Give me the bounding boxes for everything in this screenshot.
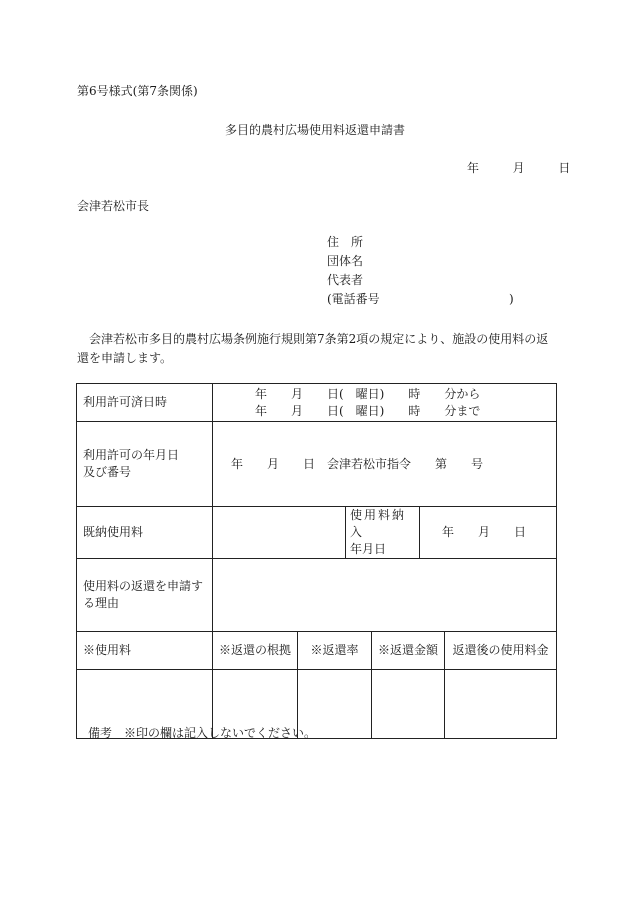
applicant-phone-label: (電話番号 (327, 292, 380, 306)
permitted-from: 年 月 日( 曜日) 時 分から (255, 386, 481, 401)
value-permit-date-number[interactable]: 年 月 日 会津若松市指令 第 号 (213, 422, 557, 507)
header-fee-after-refund: 返還後の使用料金 (445, 632, 557, 670)
document-title: 多目的農村広場使用料返還申請書 (224, 123, 405, 137)
application-statement: 会津若松市多目的農村広場条例施行規則第7条第2項の規定により、施設の使用料の返還を申請します。 (77, 332, 549, 365)
date-year: 年 (467, 161, 480, 175)
row-paid-fee (77, 507, 557, 559)
applicant-organization-label: 団体名 (327, 254, 364, 268)
applicant-representative-label: 代表者 (327, 273, 364, 287)
header-refund-amount: ※返還金額 (372, 632, 445, 670)
addressee: 会津若松市長 (77, 199, 150, 213)
value-paid-fee[interactable] (213, 507, 346, 559)
application-date (467, 162, 570, 174)
row-refund-reason (77, 559, 557, 632)
label-line: 使用料納入 (350, 508, 407, 539)
label-line: 利用許可の年月日 (83, 448, 180, 462)
label-line: 及び番号 (83, 465, 132, 479)
value-refund-reason[interactable] (213, 559, 557, 632)
permitted-to: 年 月 日( 曜日) 時 分まで (255, 403, 481, 418)
row-permitted-datetime (77, 384, 557, 422)
value-permitted-datetime[interactable] (213, 384, 557, 422)
notes: 備考 ※印の欄は記入しないでください。 (88, 726, 317, 740)
label-line: る理由 (83, 596, 120, 610)
application-table (76, 383, 557, 739)
label-permitted-datetime: 利用許可済日時 (77, 384, 213, 422)
applicant-address-label: 住 所 (327, 235, 364, 249)
label-paid-fee: 既納使用料 (77, 507, 213, 559)
header-usage-fee: ※使用料 (77, 632, 213, 670)
label-refund-reason (77, 559, 213, 632)
row-permit-date-number (77, 422, 557, 507)
form-number: 第6号様式(第7条関係) (77, 84, 198, 98)
value-payment-date[interactable]: 年 月 日 (420, 507, 557, 559)
value-refund-amount[interactable] (372, 670, 445, 739)
label-permit-date-number (77, 422, 213, 507)
row-refund-headers (77, 632, 557, 670)
header-refund-basis: ※返還の根拠 (213, 632, 298, 670)
date-day: 日 (558, 161, 571, 175)
value-fee-after-refund[interactable] (445, 670, 557, 739)
date-month: 月 (512, 161, 525, 175)
label-line: 年月日 (350, 542, 387, 556)
label-line: 使用料の返還を申請す (83, 579, 204, 593)
applicant-phone-close: ) (509, 292, 514, 306)
header-refund-rate: ※返還率 (298, 632, 372, 670)
label-payment-date (346, 507, 420, 559)
